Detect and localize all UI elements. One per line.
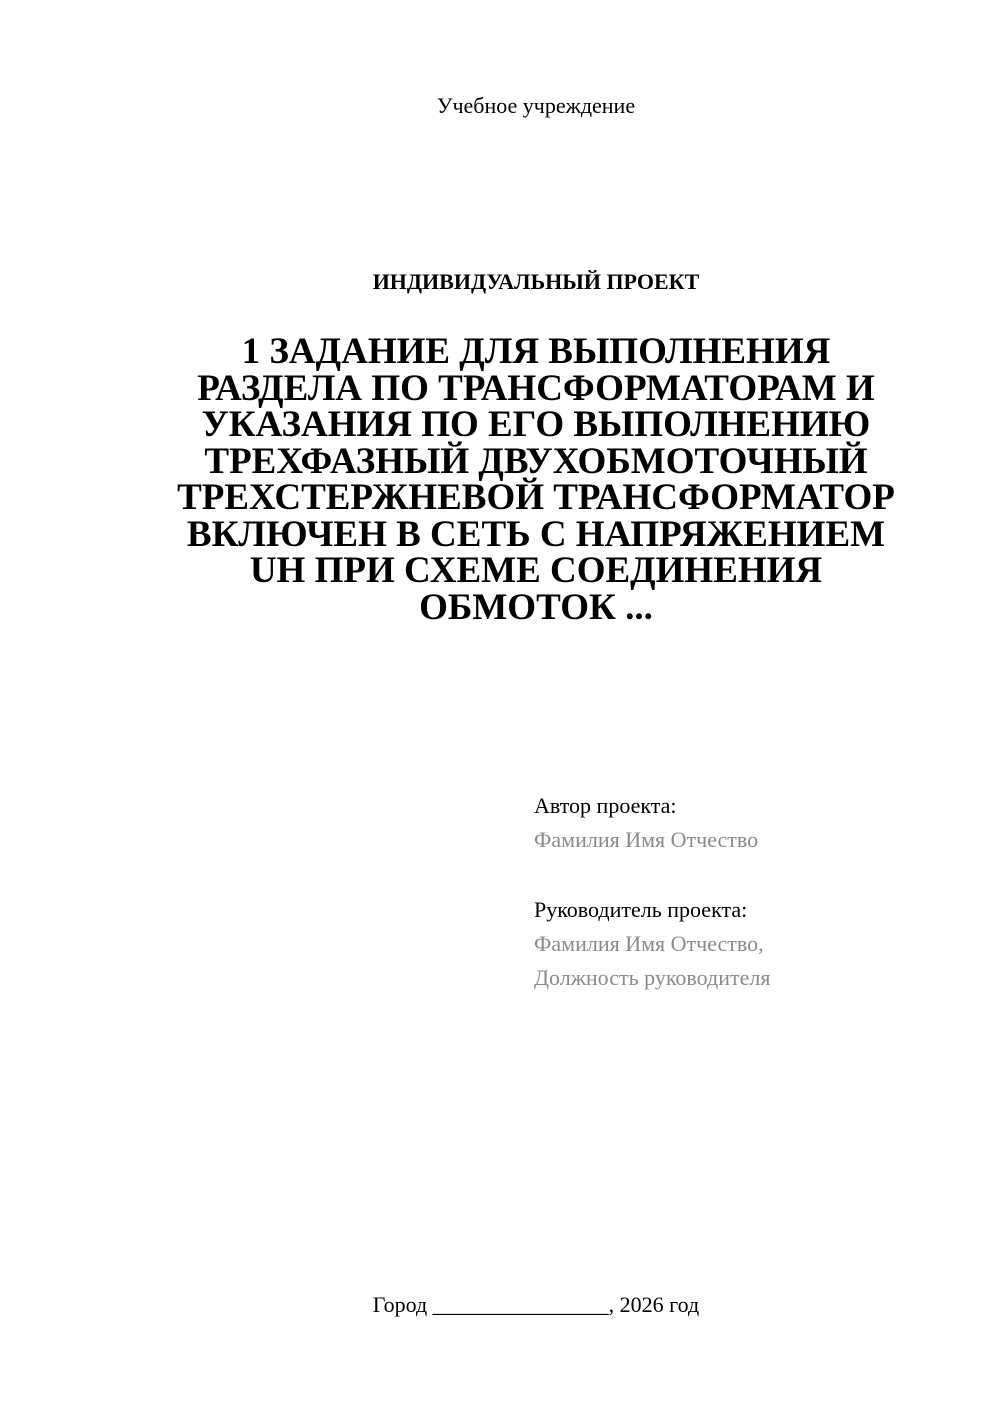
title-line: ОБМОТОК ... [419, 586, 653, 628]
author-label: Автор проекта: [534, 793, 677, 818]
title-line: РАЗДЕЛА ПО ТРАНСФОРМАТОРАМ И [197, 367, 875, 409]
document-type: ИНДИВИДУАЛЬНЫЙ ПРОЕКТ [372, 269, 700, 294]
title-line: ВКЛЮЧЕН В СЕТЬ С НАПРЯЖЕНИЕМ [186, 513, 886, 555]
supervisor-name: Фамилия Имя Отчество, [534, 931, 764, 956]
title-line: УКАЗАНИЯ ПО ЕГО ВЫПОЛНЕНИЮ [201, 404, 871, 445]
credits-block [534, 789, 974, 995]
institution-name: Учебное учреждение [436, 93, 636, 118]
city-year-line: Город ________________, 2026 год [372, 1292, 700, 1317]
project-title [140, 331, 932, 628]
title-line: ТРЕХФАЗНЫЙ ДВУХОБМОТОЧНЫЙ [204, 440, 868, 482]
title-line: ТРЕХСТЕРЖНЕВОЙ ТРАНСФОРМАТОР [177, 477, 895, 518]
title-line: UН ПРИ СХЕМЕ СОЕДИНЕНИЯ [249, 550, 823, 591]
supervisor-block [534, 893, 974, 995]
title-line: 1 ЗАДАНИЕ ДЛЯ ВЫПОЛНЕНИЯ [241, 331, 831, 372]
supervisor-position: Должность руководителя [534, 965, 771, 990]
author-block [534, 789, 974, 857]
supervisor-label: Руководитель проекта: [534, 897, 748, 922]
author-name: Фамилия Имя Отчество [534, 827, 759, 852]
